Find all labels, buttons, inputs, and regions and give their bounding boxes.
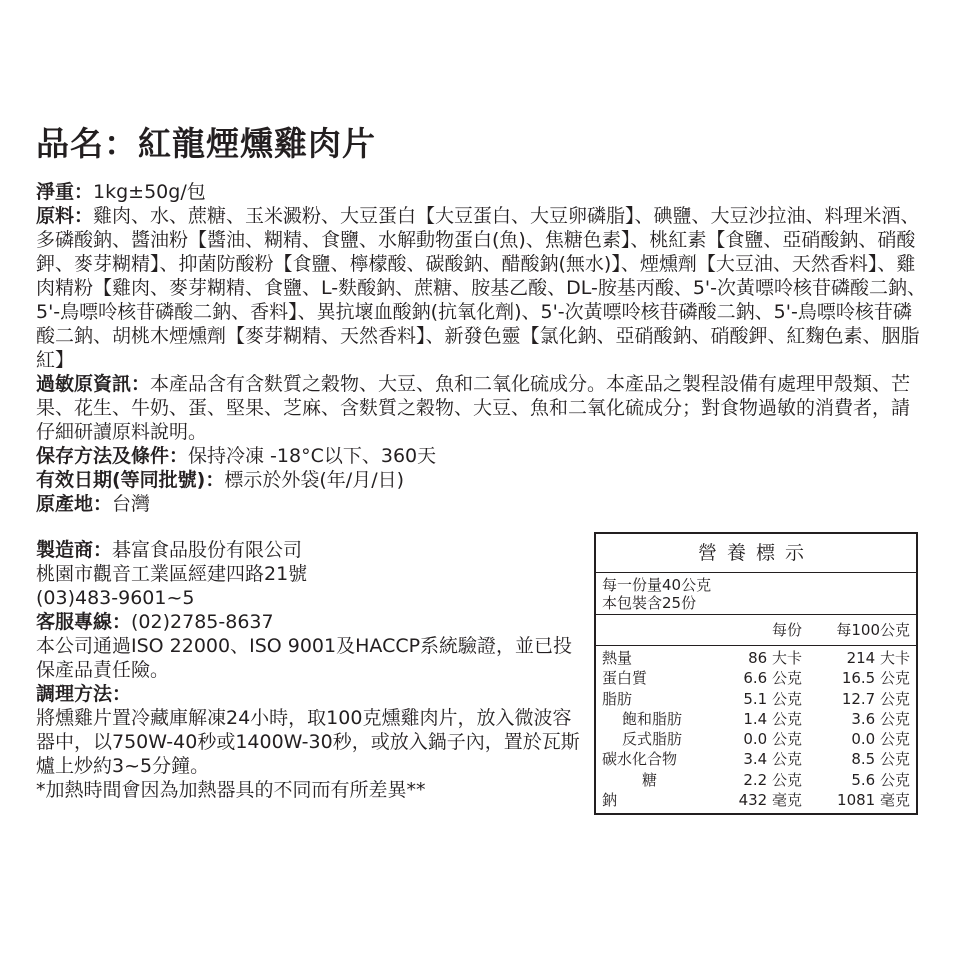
nutrition-row: [596, 689, 916, 709]
nutrient-per-100g: 16.5 公克: [841, 669, 910, 688]
storage-label: 保存方法及條件：: [36, 445, 189, 467]
nutrition-rows: [596, 646, 916, 813]
origin-label: 原產地：: [36, 493, 113, 515]
net-weight-line: [36, 180, 926, 204]
nutrient-per-serving: 6.6 公克: [743, 669, 802, 688]
nutrient-per-100g: 3.6 公克: [851, 709, 910, 728]
nutrient-per-100g: 0.0 公克: [851, 730, 910, 749]
manufacturer-line: [36, 538, 584, 562]
origin-value: 台灣: [112, 493, 151, 515]
nutrient-name: 糖: [642, 770, 658, 789]
expiry-line: [36, 468, 926, 492]
nutrient-per-serving: 0.0 公克: [743, 730, 802, 749]
nutrition-facts-panel: [594, 532, 918, 815]
nutrient-per-serving: 86 大卡: [748, 649, 802, 667]
nutrition-header-row: [596, 615, 916, 646]
cooking-label: 調理方法：: [36, 683, 132, 705]
manufacturer-label: 製造商：: [36, 539, 113, 561]
nutrient-per-serving: 1.4 公克: [743, 709, 802, 728]
manufacturer-value: 碁富食品股份有限公司: [112, 539, 303, 561]
nutrient-per-100g: 5.6 公克: [851, 770, 910, 789]
nutrient-per-serving: 3.4 公克: [743, 750, 802, 769]
expiry-label: 有效日期(等同批號)：: [36, 469, 225, 491]
nutrient-per-serving: 432 毫克: [738, 791, 802, 810]
net-weight-value: 1kg±50g/包: [93, 181, 206, 203]
nutrient-per-serving: 2.2 公克: [743, 770, 802, 789]
nutrient-name: 鈉: [602, 791, 618, 810]
allergen-line: [36, 372, 926, 444]
col-per-serving: 每份: [771, 621, 802, 639]
storage-value: 保持冷凍 -18°C以下、360天: [188, 445, 437, 467]
nutrition-row: [596, 709, 916, 729]
service-label: 客服專線：: [36, 611, 132, 633]
cooking-text: 將燻雞片置冷藏庫解凍24小時，取100克燻雞肉片，放入微波容器中，以750W-40秒或1400W-30秒，或放入鍋子內，置於瓦斯爐上炒約3~5分鐘。: [36, 707, 580, 777]
nutrition-row: [596, 729, 916, 749]
nutrition-row: [596, 668, 916, 688]
nutrient-name: 飽和脂肪: [622, 709, 683, 728]
nutrient-per-100g: 12.7 公克: [841, 689, 910, 708]
origin-line: [36, 492, 926, 516]
certification-text: 本公司通過ISO 22000、ISO 9001及HACCP系統驗證，並已投保產品責任險。: [36, 635, 573, 681]
cooking-note: *加熱時間會因為加熱器具的不同而有所差異**: [36, 779, 426, 801]
ingredients-line: [36, 204, 926, 372]
manufacturer-info: [36, 538, 584, 802]
nutrition-row: [596, 770, 916, 790]
allergen-value: 本產品含有含麩質之穀物、大豆、魚和二氧化硫成分。本產品之製程設備有處理甲殼類、芒果、花生、牛奶、蛋、堅果、芝麻、含麩質之穀物、大豆、魚和二氧化硫成分；對食物過敏的消費者，請仔細研讀原料說明。: [36, 373, 911, 443]
nutrient-per-100g: 1081 毫克: [837, 791, 910, 810]
allergen-label: 過敏原資訊：: [36, 373, 151, 395]
expiry-value: 標示於外袋(年/月/日): [224, 469, 405, 491]
nutrition-row: [596, 790, 916, 810]
service-line: [36, 610, 584, 634]
nutrition-row: [596, 749, 916, 769]
manufacturer-address: 桃園市觀音工業區經建四路21號: [36, 563, 308, 585]
servings-per-package: 本包裝含25份: [602, 594, 697, 612]
col-per-100g: 每100公克: [836, 621, 910, 639]
nutrition-title: 營養標示: [596, 534, 916, 573]
ingredients-value: 雞肉、水、蔗糖、玉米澱粉、大豆蛋白【大豆蛋白、大豆卵磷脂】、碘鹽、大豆沙拉油、料理米酒、多磷酸鈉、醬油粉【醬油、糊精、食鹽、水解動物蛋白(魚)、焦糖色素】、桃紅素【食鹽、亞硝酸鈉、硝酸鉀、麥芽糊精】、抑菌防酸粉【食鹽、檸檬酸、碳酸鈉、醋酸鈉(無水)】、煙燻劑【大豆油、天然香料】、雞肉精粉【雞肉、麥芽糊精、食鹽、L-麩酸鈉、蔗糖、胺基乙酸、DL-胺基丙酸、5'-次黃嘌呤核苷磷酸二鈉、5'-鳥嘌呤核苷磷酸二鈉、香料】、異抗壞血酸鈉(抗氧化劑)、5'-次黃嘌呤核苷磷酸二鈉、5'-鳥嘌呤核苷磷酸二鈉、胡桃木煙燻劑【麥芽糊精、天然香料】、新發色靈【氯化鈉、亞硝酸鈉、硝酸鉀、紅麴色素、胭脂紅】: [36, 205, 927, 371]
service-value: (02)2785-8637: [131, 611, 274, 633]
manufacturer-phone: (03)483-9601~5: [36, 587, 195, 609]
storage-line: [36, 444, 926, 468]
nutrient-per-100g: 214 大卡: [846, 649, 910, 667]
nutrient-name: 脂肪: [602, 689, 633, 708]
nutrient-per-100g: 8.5 公克: [851, 750, 910, 769]
ingredients-label: 原料：: [36, 205, 94, 227]
net-weight-label: 淨重：: [36, 181, 94, 203]
nutrient-per-serving: 5.1 公克: [743, 689, 802, 708]
nutrition-header-blank: [596, 615, 706, 645]
nutrient-name: 碳水化合物: [602, 750, 678, 769]
nutrient-name: 熱量: [602, 649, 633, 667]
product-info: [36, 180, 926, 516]
nutrition-serving-info: [596, 573, 916, 615]
nutrient-name: 反式脂肪: [622, 730, 683, 749]
nutrition-row: [596, 648, 916, 668]
serving-size: 每一份量40公克: [602, 576, 712, 594]
product-title: 品名：紅龍煙燻雞肉片: [36, 124, 376, 163]
nutrient-name: 蛋白質: [602, 669, 648, 688]
